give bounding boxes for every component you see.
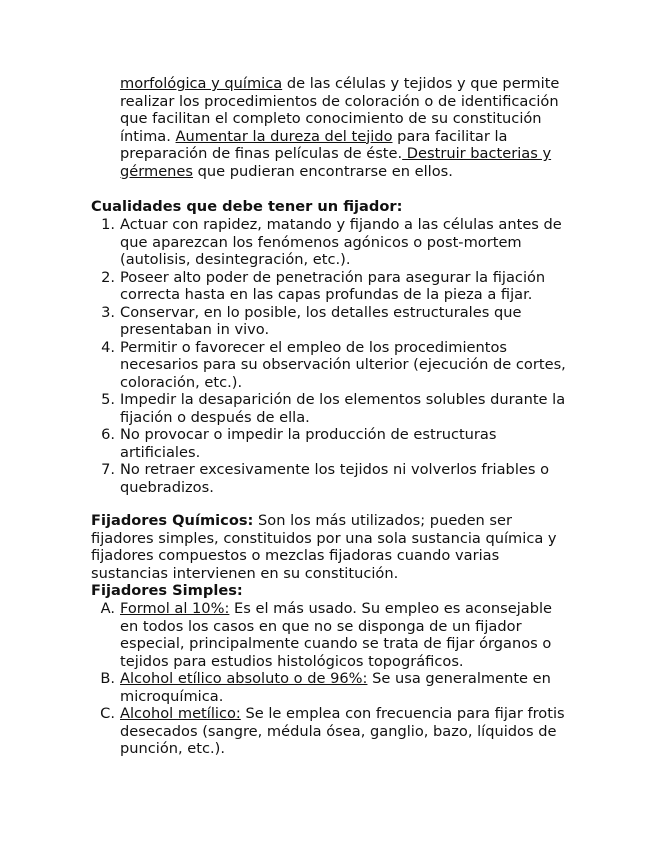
list-item-text: Permitir o favorecer el empleo de los procedimientos necesarios para su observación ulterior (ejecución de cortes, coloración, etc.). [120,338,566,391]
fixative-term: Formol al 10%: [120,600,230,617]
intro-underlined-morphology: morfológica y química [120,75,283,92]
fixative-term: Alcohol metílico: [120,705,241,722]
list-item-text: Actuar con rapidez, matando y fijando a las células antes de que aparezcan los fenómenos agónicos o post-mortem (autolisis, desintegración, etc.). [120,216,562,268]
qualities-heading [91,198,402,216]
list-item [91,426,571,461]
intro-text-3: que pudieran encontrarse en ellos. [193,162,453,180]
chemical-fixatives-label: Fijadores Químicos: [91,512,254,529]
list-item [91,461,571,496]
list-marker: 7. [101,461,115,478]
qualities-list [91,216,571,496]
list-item [91,705,571,758]
intro-text-1: de las células y tejidos y que permite realizar los procedimientos de coloración o de identificación que facilitan el completo conocimiento de su constitución íntima. [120,75,560,145]
qualities-heading-text: Cualidades que debe tener un fijador: [91,198,403,215]
list-item [91,670,571,705]
list-item [91,391,571,426]
simple-fixatives-heading-text: Fijadores Simples: [91,582,243,599]
list-marker: C. [100,705,115,722]
list-marker: 4. [101,338,115,356]
list-marker: B. [100,670,115,687]
list-item-text: Impedir la desaparición de los elementos solubles durante la fijación o después de ella. [120,391,566,426]
fixative-term: Alcohol etílico absoluto o de 96%: [120,670,368,687]
list-item-text: No retraer excesivamente los tejidos ni volverlos friables o quebradizos. [120,461,550,496]
list-item [91,216,571,269]
list-item [91,304,571,339]
simple-fixatives-heading [91,582,243,600]
fixative-description: Se le emplea con frecuencia para fijar frotis desecados (sangre, médula ósea, ganglio, bazo, líquidos de punción, etc.). [120,705,565,757]
list-marker: 5. [101,391,115,408]
intro-paragraph [120,75,570,180]
intro-underlined-destroy: Destruir bacterias y gérmenes [120,145,552,180]
list-marker: 2. [101,268,115,286]
list-item [91,600,571,670]
list-item [91,269,571,304]
fixative-description: Se usa generalmente en microquímica. [120,670,551,705]
list-marker: A. [100,600,115,617]
list-item-text: Conservar, en lo posible, los detalles estructurales que presentaban in vivo. [120,303,522,338]
list-item-text: Poseer alto poder de penetración para asegurar la fijación correcta hasta en las capas profundas de la pieza a fijar. [120,268,546,303]
intro-underlined-hardness: Aumentar la dureza del tejido [175,127,393,145]
list-item-text: No provocar o impedir la producción de estructuras artificiales. [120,426,497,461]
list-marker: 1. [101,216,115,233]
simple-fixatives-list [91,600,571,758]
list-item [91,339,571,392]
intro-text-2: para facilitar la preparación de finas películas de éste. [120,127,508,162]
chemical-fixatives-paragraph [91,512,561,582]
list-marker: 6. [101,426,115,443]
fixative-description: Es el más usado. Su empleo es aconsejable en todos los casos en que no se disponga de un fijador especial, principalmente cuando se trata de fijar órganos o tejidos para estudios histológicos topográficos. [120,600,553,670]
chemical-fixatives-text: Son los más utilizados; pueden ser fijadores simples, constituidos por una sola sustancia química y fijadores compuestos o mezclas fijadoras cuando varias sustancias intervienen en su constitución. [91,512,557,582]
list-marker: 3. [101,303,115,321]
